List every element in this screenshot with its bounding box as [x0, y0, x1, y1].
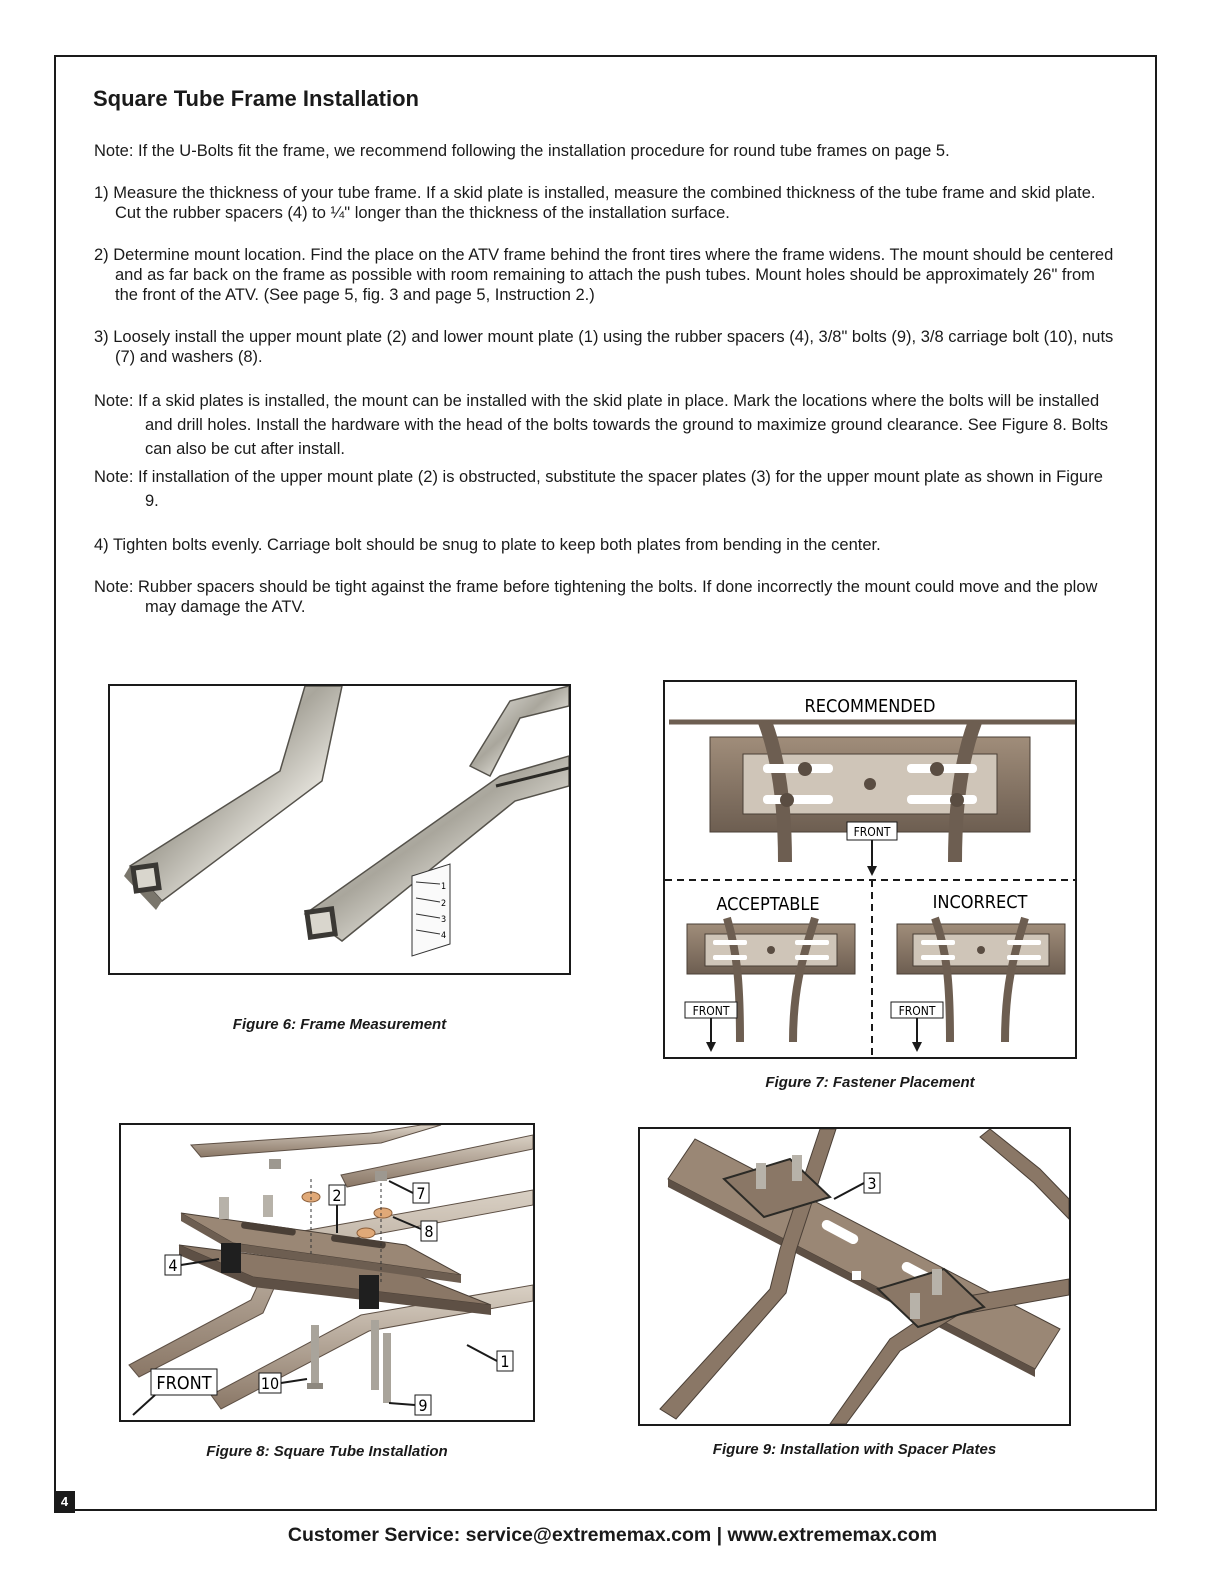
- callout-4: 4: [168, 1256, 178, 1275]
- spacer-plates-diagram: [640, 1129, 1069, 1424]
- note-obstructed: Note: If installation of the upper mount plate (2) is obstructed, substitute the spacer plates (3) for the upper mount plate as shown in Figure 9.: [94, 468, 1103, 510]
- footer-label: Customer Service:: [287, 1524, 461, 1546]
- ruler-tick-2: 2: [441, 899, 447, 909]
- frame-tubes-illustration: [110, 686, 569, 973]
- figure-6-caption: Figure 6: Frame Measurement: [232, 1016, 447, 1033]
- front-label-acceptable: FRONT: [692, 1004, 730, 1018]
- figure-8-square-tube-installation: [119, 1123, 535, 1422]
- ruler-tick-4: 4: [441, 931, 447, 941]
- fastener-placement-diagram: [665, 682, 1075, 1057]
- figure-6-frame-measurement: [108, 684, 571, 975]
- callout-7: 7: [416, 1184, 426, 1203]
- page-number: 4: [54, 1491, 75, 1513]
- front-label-incorrect: FRONT: [898, 1004, 936, 1018]
- callout-2: 2: [332, 1186, 342, 1205]
- front-label-fig8: FRONT: [156, 1373, 212, 1394]
- figure-9-caption: Figure 9: Installation with Spacer Plates: [712, 1441, 997, 1458]
- figure-8-caption: Figure 8: Square Tube Installation: [206, 1443, 448, 1460]
- front-label-recommended: FRONT: [853, 825, 891, 839]
- figure-9-spacer-plates: [638, 1127, 1071, 1426]
- callout-9: 9: [418, 1396, 428, 1415]
- square-tube-installation-diagram: [121, 1125, 533, 1420]
- page-title: Square Tube Frame Installation: [93, 86, 419, 111]
- step-2: 2) Determine mount location. Find the place on the ATV frame behind the front tires where the frame widens. The mount should be centered and as far back on the frame as possible with room remaining to attach the push tubes. Mount holes should be approximately 26" from the front of the ATV. (See page 5, fig. 3 and page 5, Instruction 2.): [94, 246, 1114, 304]
- label-acceptable: ACCEPTABLE: [716, 894, 820, 915]
- ruler-tick-3: 3: [441, 915, 447, 925]
- note-skid-plate: Note: If a skid plates is installed, the mount can be installed with the skid plate in place. Mark the locations where the bolts will be installed and drill holes. Install the hardware with the head of the bolts towards the ground to maximize ground clearance. See Figure 8. Bolts can also be cut after install.: [94, 392, 1109, 458]
- label-recommended: RECOMMENDED: [804, 696, 936, 717]
- callout-3: 3: [867, 1174, 877, 1193]
- step-4: 4) Tighten bolts evenly. Carriage bolt should be snug to plate to keep both plates from bending in the center.: [94, 536, 881, 554]
- footer: [0, 1524, 1225, 1547]
- callout-8: 8: [424, 1222, 434, 1241]
- ruler-tick-1: 1: [441, 882, 447, 892]
- step-1: 1) Measure the thickness of your tube frame. If a skid plate is installed, measure the combined thickness of the tube frame and skid plate. Cut the rubber spacers (4) to ¼" longer than the thickness of the installation surface.: [94, 184, 1096, 222]
- figure-7-fastener-placement: [663, 680, 1077, 1059]
- figure-7-caption: Figure 7: Fastener Placement: [765, 1074, 975, 1091]
- ruler: [412, 864, 450, 956]
- label-incorrect: INCORRECT: [932, 892, 1028, 913]
- instructions: [94, 141, 1114, 617]
- callout-1: 1: [500, 1352, 510, 1371]
- note-intro: Note: If the U-Bolts fit the frame, we recommend following the installation procedure for round tube frames on page 5.: [94, 142, 950, 160]
- callout-10: 10: [260, 1374, 280, 1393]
- step-3: 3) Loosely install the upper mount plate (2) and lower mount plate (1) using the rubber spacers (4), 3/8" bolts (9), 3/8 carriage bolt (10), nuts (7) and washers (8).: [94, 328, 1114, 366]
- footer-contact: service@extrememax.com | www.extrememax.com: [465, 1524, 938, 1546]
- note-rubber-spacers: Note: Rubber spacers should be tight against the frame before tightening the bolts. If done incorrectly the mount could move and the plow may damage the ATV.: [94, 578, 1098, 616]
